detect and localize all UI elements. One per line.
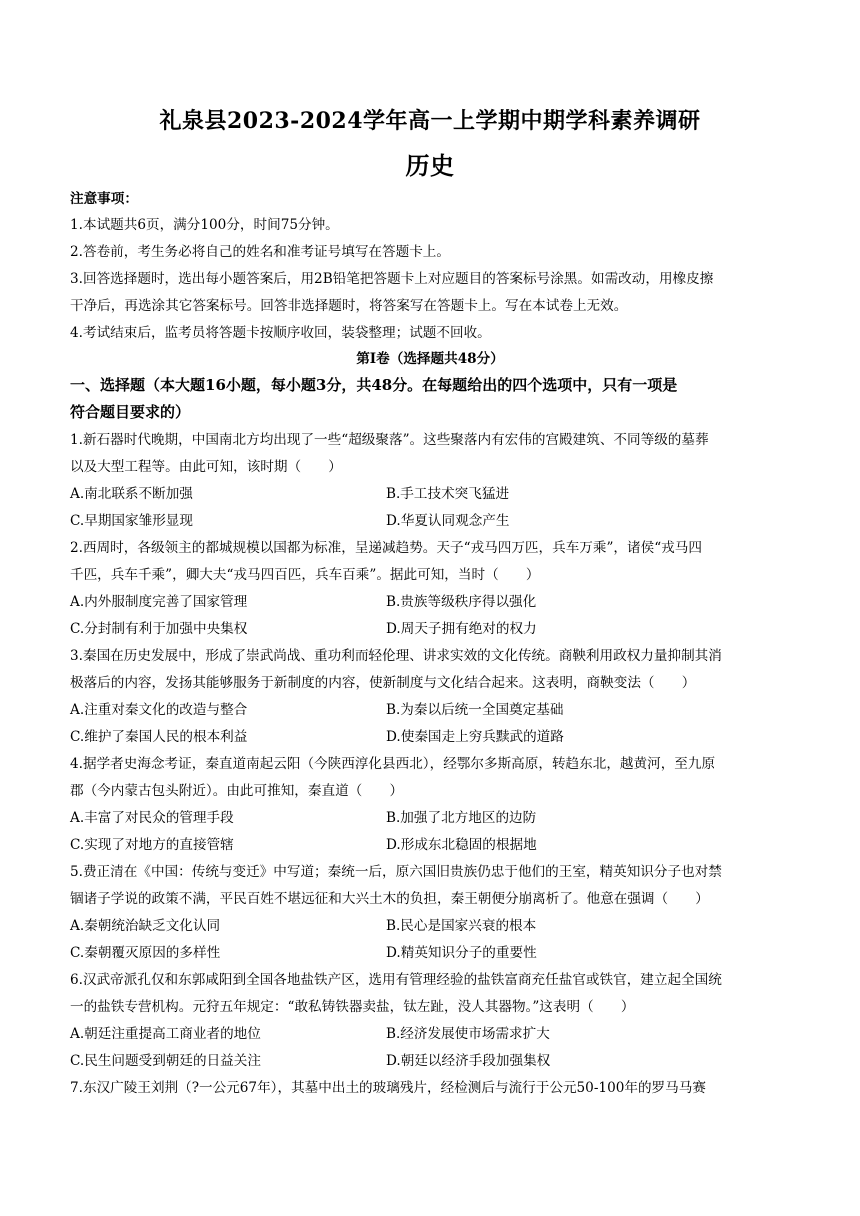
option-b: B.贵族等级秩序得以强化 — [386, 594, 537, 610]
option-d: D.使秦国走上穷兵黩武的道路 — [386, 729, 564, 745]
question-stem: 4.据学者史海念考证，秦直道南起云阳（今陕西淳化县西北），经鄂尔多斯高原，转趋东北，越黄河，至九原 — [70, 756, 716, 772]
option-a: A.朝廷注重提高工商业者的地位 — [70, 1026, 261, 1042]
option-a: A.内外服制度完善了国家管理 — [70, 594, 248, 610]
section-heading: 一、选择题（本大题16小题，每小题3分，共48分。在每题给出的四个选项中，只有一项是 — [70, 376, 678, 394]
notice-heading: 注意事项： — [70, 191, 138, 207]
option-b: B.手工技术突飞猛进 — [386, 486, 510, 502]
notice-item: 1.本试题共6页，满分100分，时间75分钟。 — [70, 217, 339, 233]
notice-item: 3.回答选择题时，选出每小题答案后，用2B铅笔把答题卡上对应题目的答案标号涂黑。如需改动，用橡皮擦 — [70, 271, 714, 287]
notice-item: 2.答卷前，考生务必将自己的姓名和准考证号填写在答题卡上。 — [70, 244, 450, 260]
question-stem: 以及大型工程等。由此可知，该时期（ ） — [70, 459, 342, 475]
option-c: C.实现了对地方的直接管辖 — [70, 837, 234, 853]
option-d: D.周天子拥有绝对的权力 — [386, 621, 537, 637]
question-stem: 5.费正清在《中国：传统与变迁》中写道；秦统一后，原六国旧贵族仍忠于他们的王室，精英知识分子也对禁 — [70, 864, 722, 880]
question-stem: 郡（今内蒙古包头附近）。由此可推知，秦直道（ ） — [70, 783, 404, 799]
option-b: B.加强了北方地区的边防 — [386, 810, 537, 826]
exam-title: 礼泉县2023-2024学年高一上学期中期学科素养调研 — [159, 108, 701, 134]
question-stem: 6.汉武帝派孔仅和东郭咸阳到全国各地盐铁产区，选用有管理经验的盐铁富商充任盐官或铁官，建立起全国统 — [70, 972, 722, 988]
option-a: A.注重对秦文化的改造与整合 — [70, 702, 248, 718]
option-a: A.秦朝统治缺乏文化认同 — [70, 918, 221, 934]
option-c: C.维护了秦国人民的根本利益 — [70, 729, 248, 745]
question-stem: 千匹，兵车千乘”，卿大夫“戎马四百匹，兵车百乘”。据此可知，当时（ ） — [70, 567, 540, 583]
option-d: D.朝廷以经济手段加强集权 — [386, 1053, 551, 1069]
option-a: A.丰富了对民众的管理手段 — [70, 810, 234, 826]
subject-title: 历史 — [405, 151, 455, 180]
option-b: B.经济发展使市场需求扩大 — [386, 1026, 550, 1042]
option-d: D.华夏认同观念产生 — [386, 513, 510, 529]
option-b: B.为秦以后统一全国奠定基础 — [386, 702, 564, 718]
part-title: 第Ⅰ卷（选择题共48分） — [356, 351, 504, 367]
option-c: C.民生问题受到朝廷的日益关注 — [70, 1053, 261, 1069]
option-c: C.早期国家雏形显现 — [70, 513, 193, 529]
question-stem: 7.东汉广陵王刘荆（?一公元67年），其墓中出土的玻璃残片，经检测后与流行于公元50-100年的罗马马赛 — [70, 1080, 706, 1096]
notice-item: 4.考试结束后，监考员将答题卡按顺序收回，装袋整理；试题不回收。 — [70, 325, 491, 341]
option-d: D.精英知识分子的重要性 — [386, 945, 537, 961]
question-stem: 一的盐铁专营机构。元狩五年规定：“敢私铸铁器卖盐，钛左趾，没人其器物。”这表明（ ） — [70, 999, 635, 1015]
question-stem: 1.新石器时代晚期，中国南北方均出现了一些“超级聚落”。这些聚落内有宏伟的宫殿建筑、不同等级的墓葬 — [70, 432, 709, 448]
question-stem: 极落后的内容，发扬其能够服务于新制度的内容，使新制度与文化结合起来。这表明，商鞅变法（ ） — [70, 675, 696, 691]
option-c: C.分封制有利于加强中央集权 — [70, 621, 248, 637]
notice-item: 干净后，再选涂其它答案标号。回答非选择题时，将答案写在答题卡上。写在本试卷上无效。 — [70, 298, 628, 314]
section-heading-cont: 符合题目要求的） — [70, 403, 191, 421]
question-stem: 3.秦国在历史发展中，形成了崇武尚战、重功利而轻伦理、讲求实效的文化传统。商鞅利用政权力量抑制其消 — [70, 648, 722, 664]
question-stem: 2.西周时，各级领主的都城规模以国都为标准，呈递减趋势。天子“戎马四万匹，兵车万乘”，诸侯“戎马四 — [70, 540, 702, 556]
option-b: B.民心是国家兴衰的根本 — [386, 918, 537, 934]
option-c: C.秦朝覆灭原因的多样性 — [70, 945, 221, 961]
question-stem: 锢诸子学说的政策不满，平民百姓不堪远征和大兴土木的负担，秦王朝便分崩离析了。他意在强调（ ） — [70, 891, 709, 907]
option-d: D.形成东北稳固的根据地 — [386, 837, 537, 853]
option-a: A.南北联系不断加强 — [70, 486, 193, 502]
